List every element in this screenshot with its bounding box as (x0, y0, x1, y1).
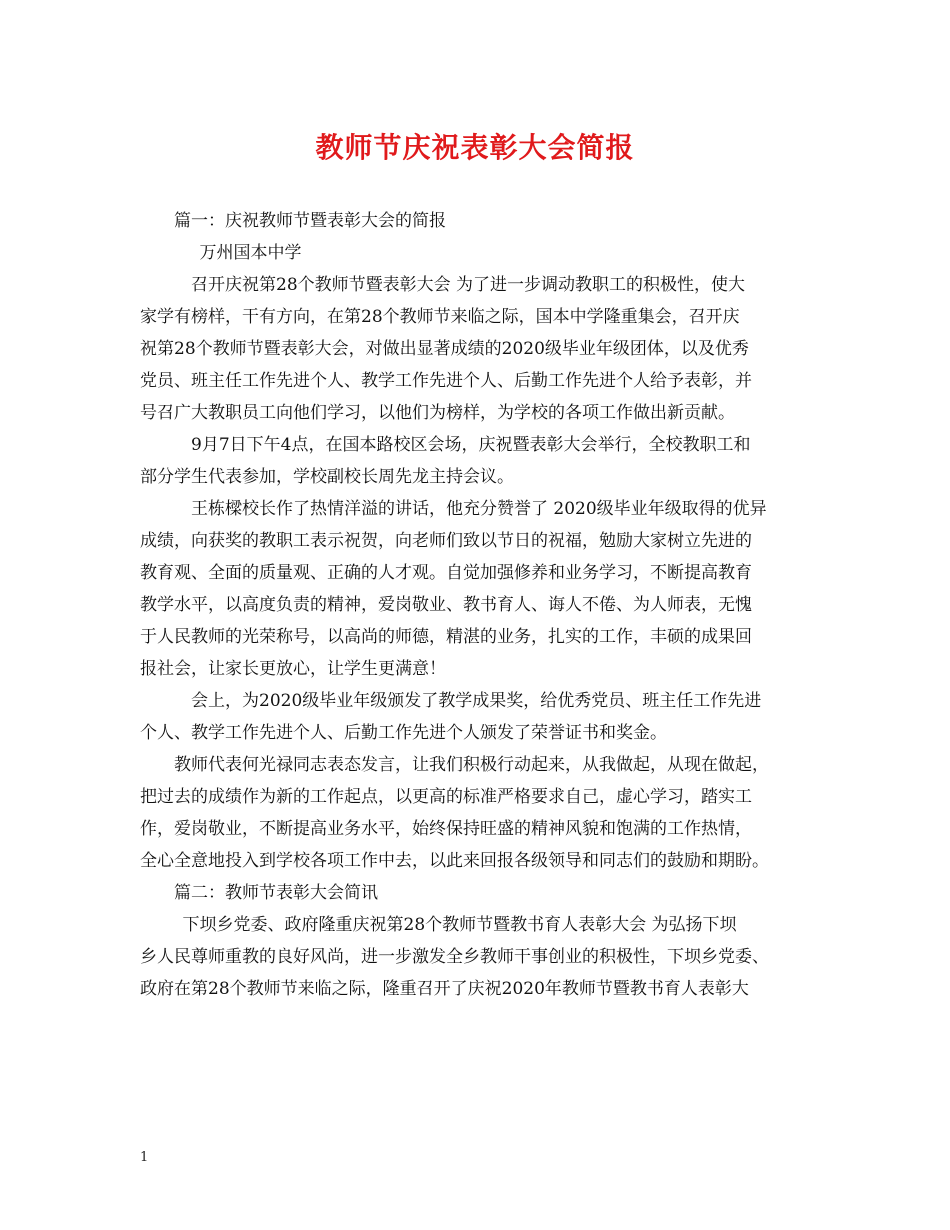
text-line: 教育观、全面的质量观、正确的人才观。自觉加强修养和业务学习，不断提高教育 (140, 563, 752, 583)
text-line: 万州国本中学 (199, 243, 302, 263)
text-line: 作，爱岗敬业，不断提高业务水平，始终保持旺盛的精神风貌和饱满的工作热情， (140, 819, 752, 839)
text-line: 9月7日下午4点，在国本路校区会场，庆祝暨表彰大会举行，全校教职工和 (191, 435, 751, 455)
text-line: 乡人民尊师重教的良好风尚，进一步激发全乡教师干事创业的积极性，下坝乡党委、 (140, 947, 769, 967)
text-line: 个人、教学工作先进个人、后勤工作先进个人颁发了荣誉证书和奖金。 (140, 723, 667, 743)
text-line: 部分学生代表参加，学校副校长周先龙主持会议。 (140, 467, 514, 487)
text-line: 全心全意地投入到学校各项工作中去，以此来回报各级领导和同志们的鼓励和期盼。 (140, 851, 769, 871)
text-line: 家学有榜样，干有方向，在第28个教师节来临之际，国本中学隆重集会，召开庆 (140, 307, 740, 327)
text-line: 教师代表何光禄同志表态发言，让我们积极行动起来，从我做起，从现在做起， (174, 755, 769, 775)
text-line: 教学水平，以高度负责的精神，爱岗敬业、教书育人、诲人不倦、为人师表，无愧 (140, 595, 752, 615)
document-title: 教师节庆祝表彰大会简报 (315, 131, 635, 164)
text-line: 政府在第28个教师节来临之际，隆重召开了庆祝2020年教师节暨教书育人表彰大 (140, 979, 749, 999)
text-line: 党员、班主任工作先进个人、教学工作先进个人、后勤工作先进个人给予表彰，并 (140, 371, 752, 391)
text-line: 会上，为2020级毕业年级颁发了教学成果奖，给优秀党员、班主任工作先进 (191, 691, 762, 711)
text-line: 成绩，向获奖的教职工表示祝贺，向老师们致以节日的祝福，勉励大家树立先进的 (140, 531, 752, 551)
document-body (140, 205, 828, 1005)
text-line: 祝第28个教师节暨表彰大会，对做出显著成绩的2020级毕业年级团体，以及优秀 (140, 339, 749, 359)
text-line: 召开庆祝第28个教师节暨表彰大会 为了进一步调动教职工的积极性，使大 (191, 275, 746, 295)
text-line: 把过去的成绩作为新的工作起点，以更高的标准严格要求自己，虚心学习，踏实工 (140, 787, 752, 807)
text-line: 号召广大教职员工向他们学习，以他们为榜样，为学校的各项工作做出新贡献。 (140, 403, 735, 423)
text-line: 于人民教师的光荣称号，以高尚的师德，精湛的业务，扎实的工作，丰硕的成果回 (140, 627, 752, 647)
text-line: 报社会，让家长更放心，让学生更满意！ (140, 659, 446, 679)
text-line: 王栋樑校长作了热情洋溢的讲话，他充分赞誉了 2020级毕业年级取得的优异 (191, 499, 767, 519)
page-number: 1 (140, 1150, 149, 1165)
text-line: 篇二：教师节表彰大会简讯 (174, 883, 378, 903)
text-line: 下坝乡党委、政府隆重庆祝第28个教师节暨教书育人表彰大会 为弘扬下坝 (182, 915, 737, 935)
text-line: 篇一：庆祝教师节暨表彰大会的简报 (174, 211, 446, 231)
